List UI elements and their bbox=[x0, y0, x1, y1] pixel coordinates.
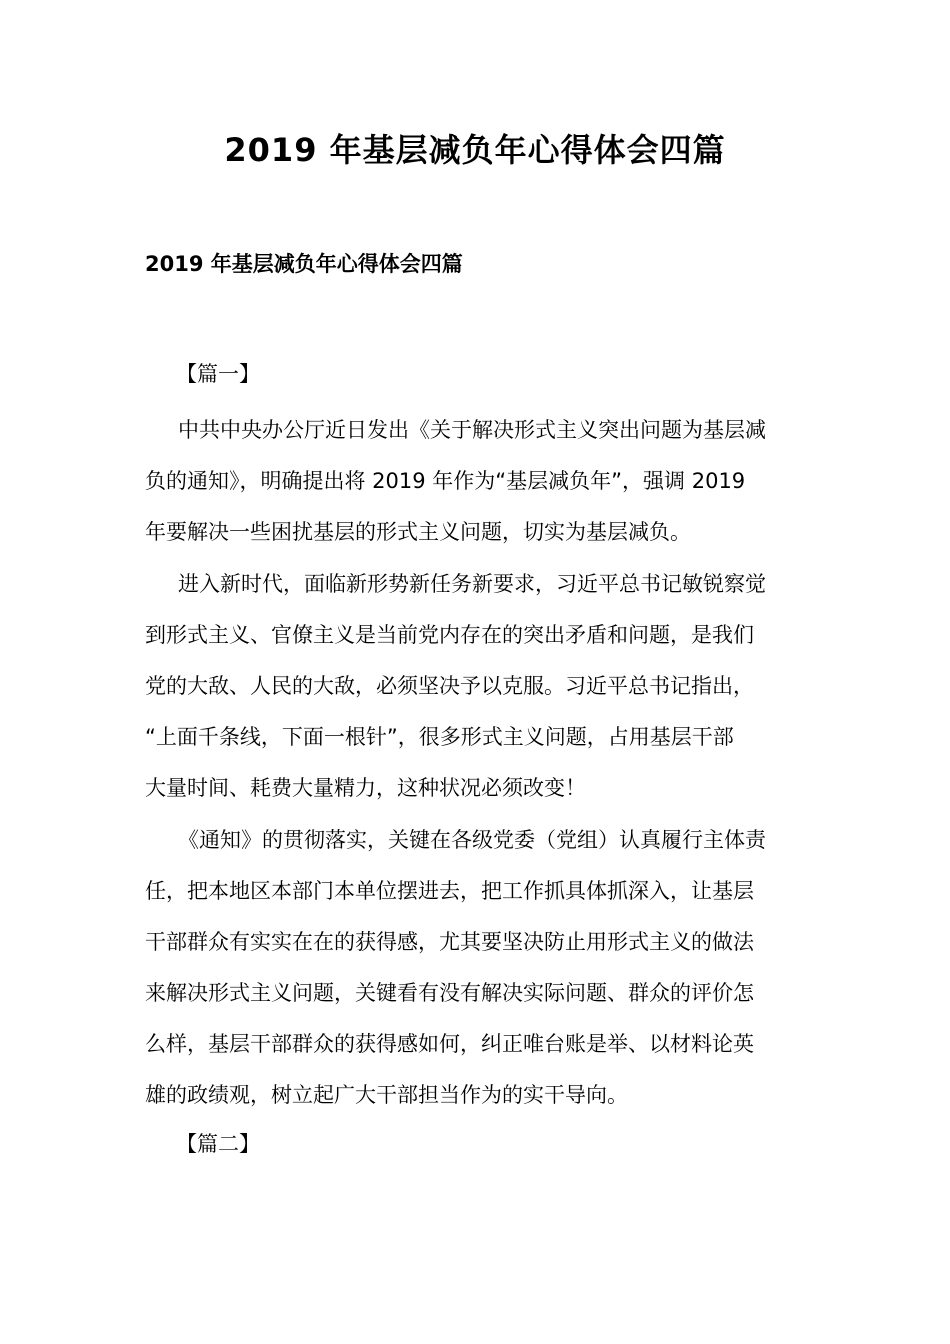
paragraph-2 bbox=[145, 559, 825, 814]
paragraph-line: 进入新时代，面临新形势新任务新要求，习近平总书记敏锐察觉 bbox=[178, 572, 766, 596]
paragraph-line: 中共中央办公厅近日发出《关于解决形式主义突出问题为基层减 bbox=[178, 418, 766, 442]
paragraph-line: 党的大敌、人民的大敌，必须坚决予以克服。习近平总书记指出， bbox=[145, 674, 754, 698]
section-heading-1: 【篇一】 bbox=[176, 362, 260, 386]
paragraph-line: 大量时间、耗费大量精力，这种状况必须改变！ bbox=[145, 776, 586, 800]
section-heading-2: 【篇二】 bbox=[176, 1132, 260, 1156]
paragraph-3 bbox=[145, 815, 825, 1121]
paragraph-line: 任，把本地区本部门本单位摆进去，把工作抓具体抓深入，让基层 bbox=[145, 879, 754, 903]
paragraph-line: “上面千条线，下面一根针”，很多形式主义问题，占用基层干部 bbox=[145, 725, 734, 749]
paragraph-1 bbox=[145, 405, 825, 558]
paragraph-line: 干部群众有实实在在的获得感，尤其要坚决防止用形式主义的做法 bbox=[145, 930, 754, 954]
paragraph-line: 《通知》的贯彻落实，关键在各级党委（党组）认真履行主体责 bbox=[178, 828, 766, 852]
document-title: 2019 年基层减负年心得体会四篇 bbox=[224, 131, 726, 169]
paragraph-line: 雄的政绩观，树立起广大干部担当作为的实干导向。 bbox=[145, 1083, 628, 1107]
paragraph-line: 到形式主义、官僚主义是当前党内存在的突出矛盾和问题，是我们 bbox=[145, 623, 754, 647]
paragraph-line: 年要解决一些困扰基层的形式主义问题，切实为基层减负。 bbox=[145, 520, 691, 544]
paragraph-line: 来解决形式主义问题，关键看有没有解决实际问题、群众的评价怎 bbox=[145, 981, 754, 1005]
document-subtitle: 2019 年基层减负年心得体会四篇 bbox=[145, 252, 463, 276]
paragraph-line: 么样，基层干部群众的获得感如何，纠正唯台账是举、以材料论英 bbox=[145, 1032, 754, 1056]
paragraph-line: 负的通知》，明确提出将 2019 年作为“基层减负年”，强调 2019 bbox=[145, 469, 746, 493]
